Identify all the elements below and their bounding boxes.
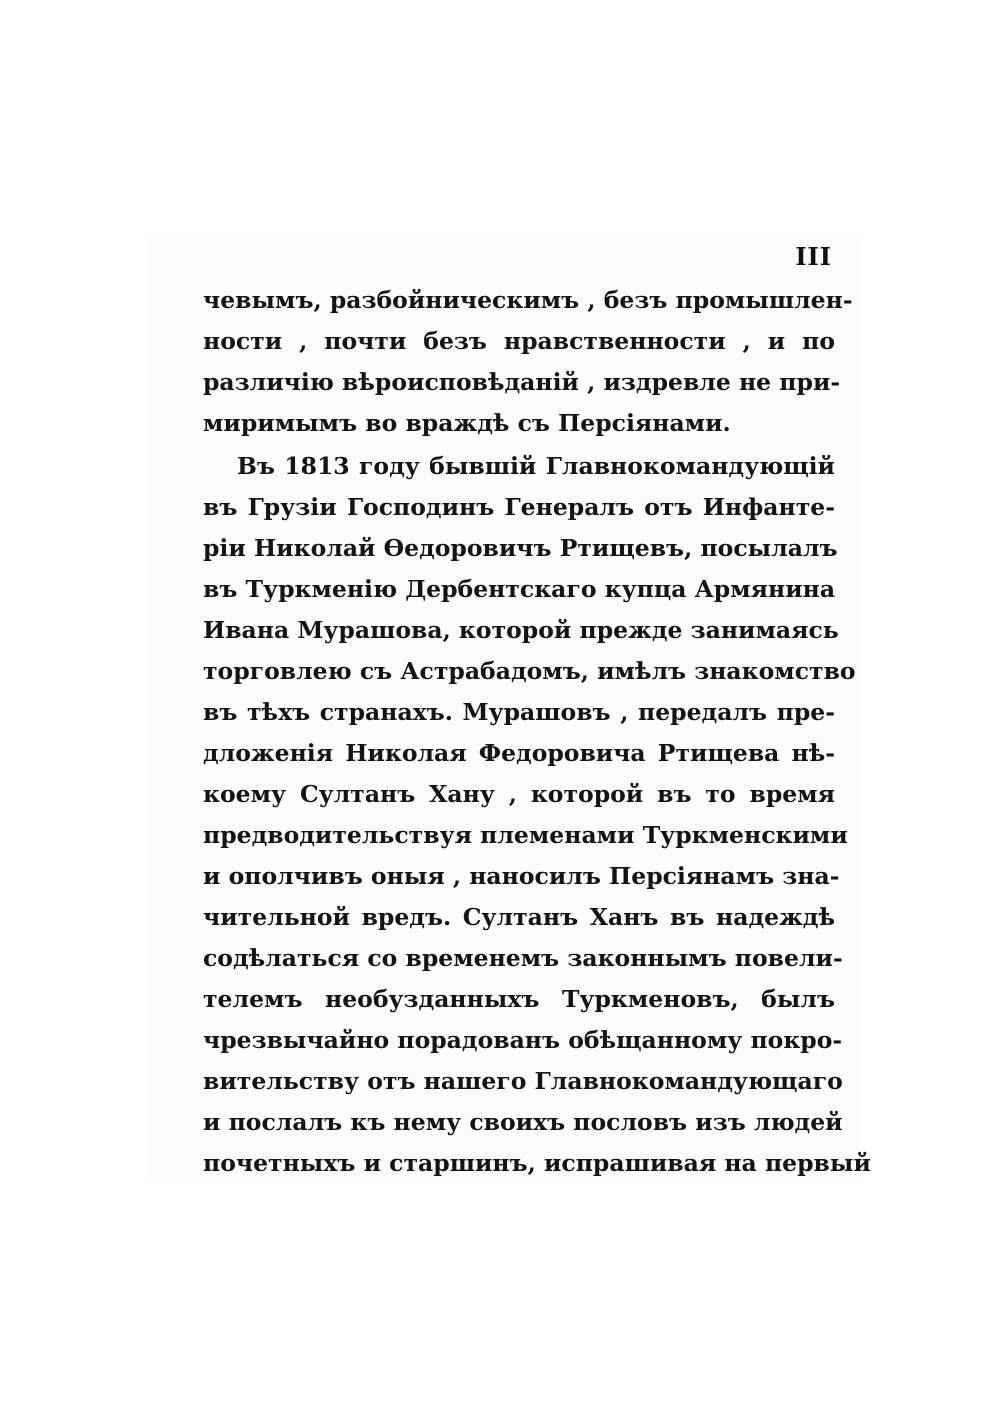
text-line: дложенія Николая Федоровича Ртищева нѣ- <box>203 739 835 767</box>
text-line: телемъ необузданныхъ Туркменовъ, былъ <box>203 985 835 1013</box>
text-line: вительству отъ нашего Главнокомандующаго <box>203 1067 843 1095</box>
text-line: содѣлаться со временемъ законнымъ повели- <box>203 944 843 972</box>
page-number: III <box>795 242 832 271</box>
text-line: въ Туркменію Дербентскаго купца Армянина <box>203 575 836 603</box>
text-line-paragraph-end: миримымъ во враждѣ съ Персіянами. <box>203 409 731 437</box>
text-line: ріи Николай Ѳедоровичъ Ртищевъ, посылалъ <box>203 534 838 562</box>
text-line: въ Грузіи Господинъ Генералъ отъ Инфанте- <box>203 493 835 521</box>
text-line: чевымъ, разбойническимъ , безъ промышлен- <box>203 286 853 314</box>
text-line: предводительствуя племенами Туркменскими <box>203 821 848 849</box>
text-line: торговлею съ Астрабадомъ, имѣлъ знакомство <box>203 657 856 685</box>
text-line: Ивана Мурашова, которой прежде занимаясь <box>203 616 839 644</box>
text-line: коему Султанъ Хану , которой въ то время <box>203 780 835 808</box>
text-line: различію вѣроисповѣданій , издревле не при- <box>203 368 841 396</box>
body-text <box>203 280 871 1184</box>
text-line: и послалъ къ нему своихъ пословъ изъ людей <box>203 1108 843 1136</box>
text-line-paragraph-start: Въ 1813 году бывшій Главнокомандующій <box>237 452 835 480</box>
text-line: ности , почти безъ нравственности , и по <box>203 327 835 355</box>
text-line: чительной вредъ. Султанъ Ханъ въ надеждѣ <box>203 903 835 931</box>
text-line: въ тѣхъ странахъ. Мурашовъ , передалъ пре- <box>203 698 835 726</box>
text-line: чрезвычайно порадованъ обѣщанному покро- <box>203 1026 843 1054</box>
text-line: почетныхъ и старшинъ, испрашивая на первый <box>203 1149 871 1177</box>
text-line: и ополчивъ оныя , наносилъ Персіянамъ зна- <box>203 862 840 890</box>
